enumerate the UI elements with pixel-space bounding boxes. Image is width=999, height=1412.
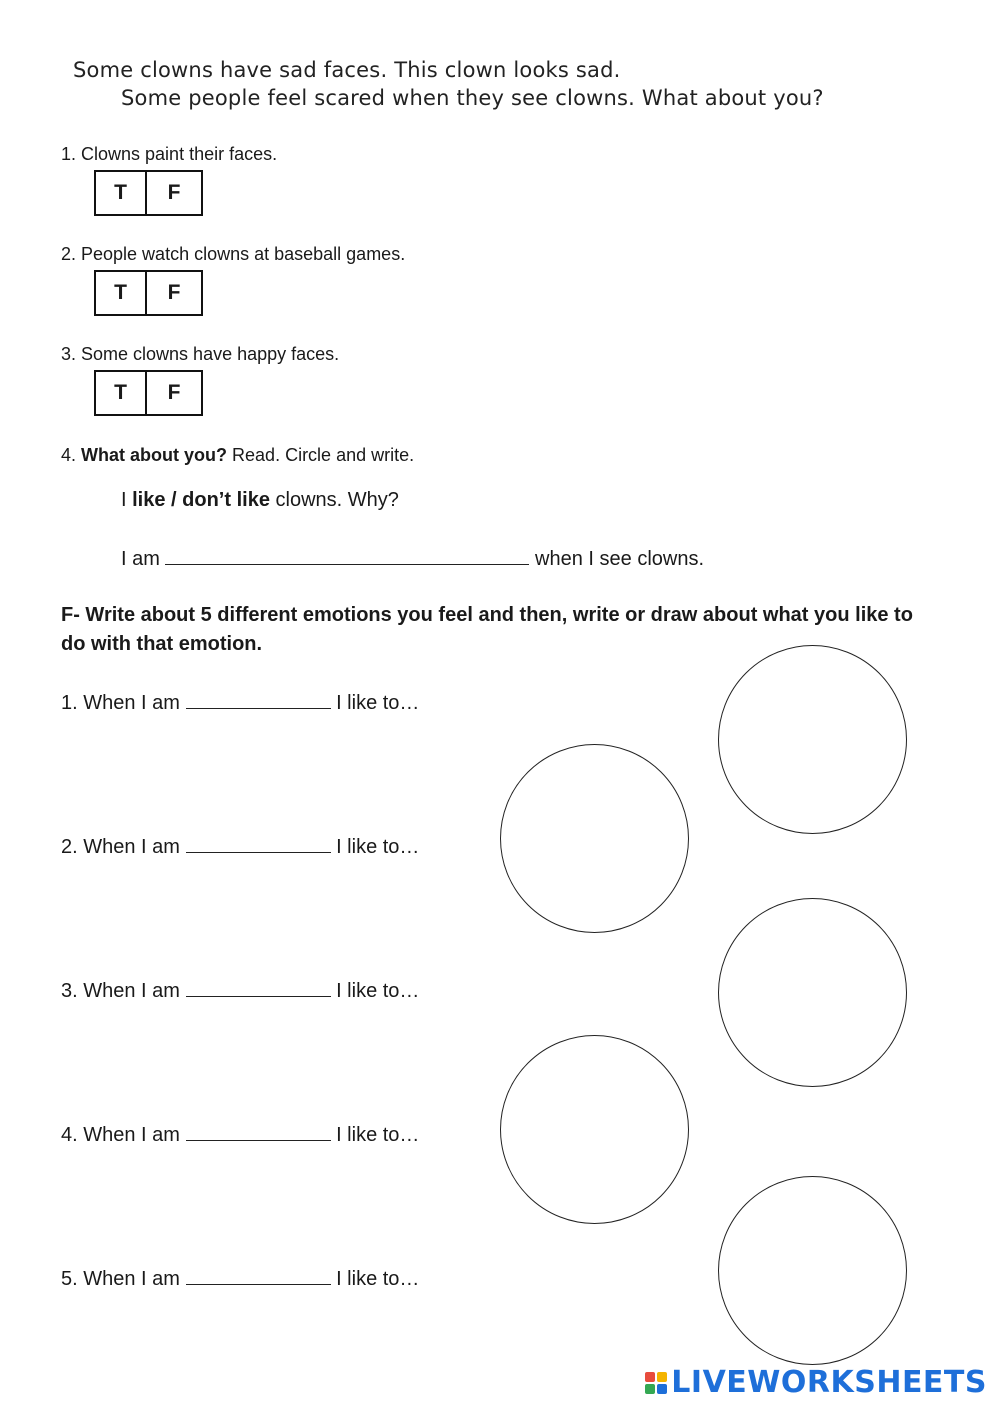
- emotion-item-1: [61, 690, 419, 715]
- section-f-heading: F- Write about 5 different emotions you feel and then, write or draw about what you like to do with that emotion.: [61, 604, 913, 655]
- drawing-circle-4[interactable]: [500, 1035, 689, 1224]
- am-blank[interactable]: [165, 546, 529, 565]
- emotion-item-post: I like to…: [336, 1268, 420, 1290]
- question-4-text: [61, 445, 414, 466]
- tf-box-2: [94, 270, 203, 316]
- emotion-item-post: I like to…: [336, 980, 420, 1002]
- emotion-item-5: [61, 1266, 419, 1291]
- like-post: clowns. Why?: [275, 489, 399, 511]
- false-option[interactable]: F: [167, 181, 181, 204]
- like-pre: I: [121, 489, 127, 511]
- logo-square: [657, 1384, 667, 1394]
- emotion-blank[interactable]: [186, 1122, 331, 1141]
- drawing-circle-1[interactable]: [718, 645, 907, 834]
- question-3-text: 3. Some clowns have happy faces.: [61, 344, 340, 364]
- emotion-item-post: I like to…: [336, 692, 420, 714]
- tf-box-3: [94, 370, 203, 416]
- emotion-blank[interactable]: [186, 1266, 331, 1285]
- logo-square: [657, 1372, 667, 1382]
- intro-line-2: Some people feel scared when they see clowns. What about you?: [121, 86, 824, 110]
- emotion-item-pre: 1. When I am: [61, 692, 180, 714]
- q4-bold: What about you?: [81, 445, 228, 465]
- logo-mark-icon: [645, 1372, 667, 1394]
- emotion-blank[interactable]: [186, 834, 331, 853]
- emotion-item-3: [61, 978, 419, 1003]
- emotion-item-pre: 2. When I am: [61, 836, 180, 858]
- intro-line-1: Some clowns have sad faces. This clown looks sad.: [73, 58, 621, 82]
- false-option[interactable]: F: [167, 381, 181, 404]
- emotion-item-2: [61, 834, 419, 859]
- drawing-circle-5[interactable]: [718, 1176, 907, 1365]
- emotion-item-4: [61, 1122, 419, 1147]
- am-post: when I see clowns.: [535, 548, 705, 570]
- question-1-text: 1. Clowns paint their faces.: [61, 144, 278, 164]
- am-pre: I am: [121, 548, 160, 570]
- am-line: [121, 546, 704, 571]
- tf-box-1: [94, 170, 203, 216]
- emotion-item-post: I like to…: [336, 1124, 420, 1146]
- liveworksheets-logo: [645, 1365, 987, 1400]
- true-option[interactable]: T: [96, 272, 147, 314]
- emotion-item-post: I like to…: [336, 836, 420, 858]
- drawing-circle-3[interactable]: [718, 898, 907, 1087]
- emotion-blank[interactable]: [186, 978, 331, 997]
- emotion-item-pre: 4. When I am: [61, 1124, 180, 1146]
- like-choice[interactable]: like / don’t like: [132, 489, 270, 511]
- logo-square: [645, 1384, 655, 1394]
- emotion-blank[interactable]: [186, 690, 331, 709]
- true-option[interactable]: T: [96, 372, 147, 414]
- like-line: [121, 489, 399, 512]
- drawing-circle-2[interactable]: [500, 744, 689, 933]
- logo-square: [645, 1372, 655, 1382]
- emotion-item-pre: 5. When I am: [61, 1268, 180, 1290]
- q4-rest: Read. Circle and write.: [232, 445, 415, 465]
- q4-number: 4.: [61, 445, 77, 465]
- true-option[interactable]: T: [96, 172, 147, 214]
- question-2-text: 2. People watch clowns at baseball games.: [61, 244, 406, 264]
- logo-text: LIVEWORKSHEETS: [671, 1365, 987, 1400]
- false-option[interactable]: F: [167, 281, 181, 304]
- emotion-item-pre: 3. When I am: [61, 980, 180, 1002]
